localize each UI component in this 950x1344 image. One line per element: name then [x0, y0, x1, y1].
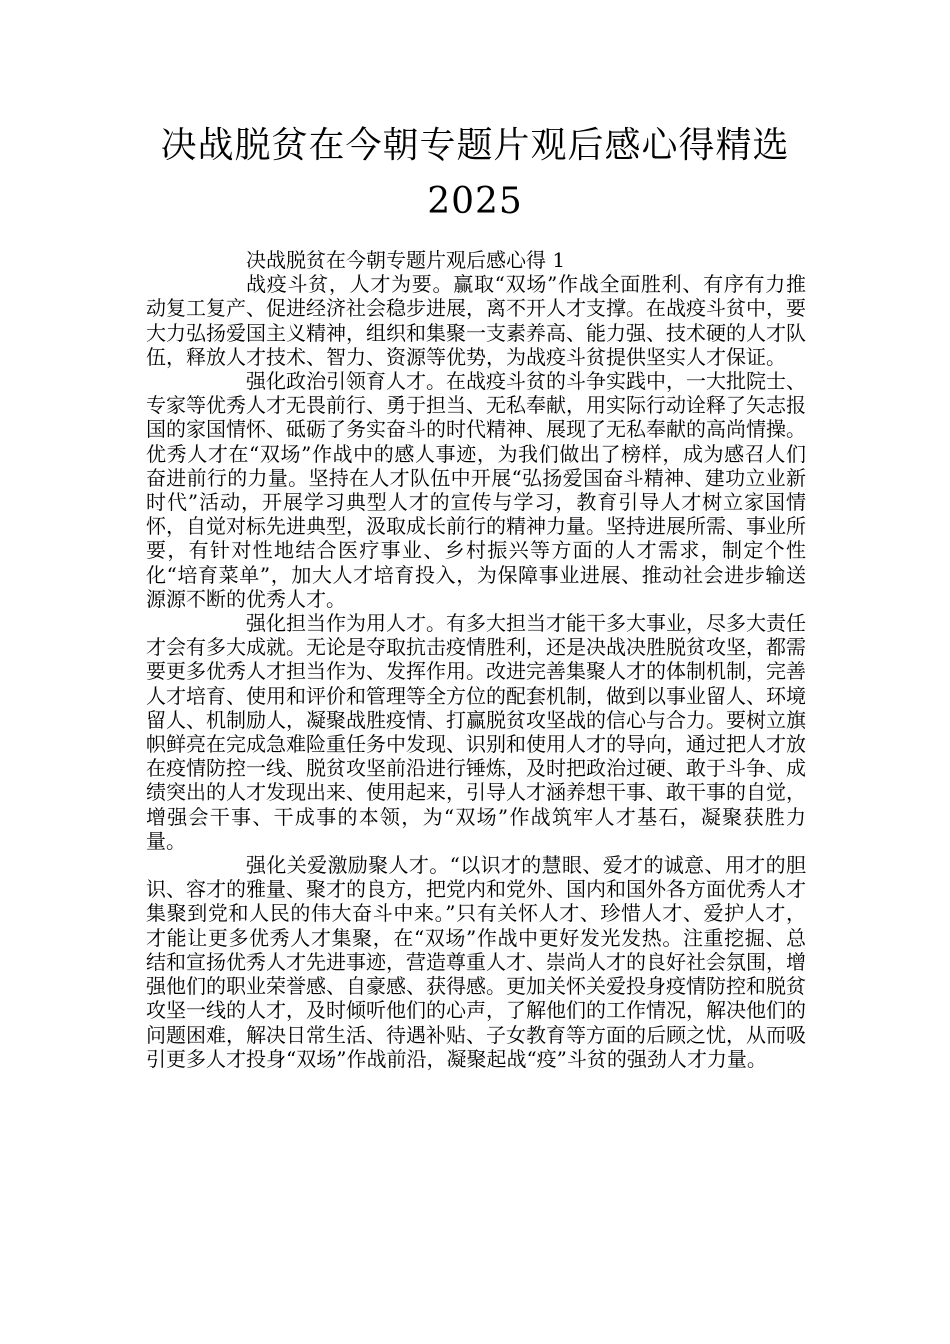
body-paragraph-4: 强化关爱激励聚人才。“以识才的慧眼、爱才的诚意、用才的胆识、容才的雅量、聚才的良方，把党内和党外、国内和国外各方面优秀人才集聚到党和人民的伟大奋斗中来。”只有关怀人才、珍惜人才、爱护人才，才能让更多优秀人才集聚，在“双场”作战中更好发光发热。注重挖掘、总结和宣扬优秀人才先进事迹，营造尊重人才、崇尚人才的良好社会氛围，增强他们的职业荣誉感、自豪感、获得感。更加关怀关爱投身疫情防控和脱贫攻坚一线的人才，及时倾听他们的心声，了解他们的工作情况，解决他们的问题困难，解决日常生活、待遇补贴、子女教育等方面的后顾之忧，从而吸引更多人才投身“双场”作战前沿，凝聚起战“疫”斗贫的强劲人才力量。 [146, 853, 806, 1071]
section-subheading: 决战脱贫在今朝专题片观后感心得 1 [246, 248, 566, 272]
body-paragraph-1: 战疫斗贫，人才为要。赢取“双场”作战全面胜利、有序有力推动复工复产、促进经济社会稳步进展，离不开人才支撑。在战疫斗贫中，要大力弘扬爱国主义精神，组织和集聚一支素养高、能力强、技术硬的人才队伍，释放人才技术、智力、资源等优势，为战疫斗贫提供坚实人才保证。 [146, 272, 806, 369]
body-paragraph-3: 强化担当作为用人才。有多大担当才能干多大事业，尽多大责任才会有多大成就。无论是夺取抗击疫情胜利，还是决战决胜脱贫攻坚，都需要更多优秀人才担当作为、发挥作用。改进完善集聚人才的体制机制，完善人才培育、使用和评价和管理等全方位的配套机制，做到以事业留人、环境留人、机制励人，凝聚战胜疫情、打赢脱贫攻坚战的信心与合力。要树立旗帜鲜亮在完成急难险重任务中发现、识别和使用人才的导向，通过把人才放在疫情防控一线、脱贫攻坚前沿进行锤炼，及时把政治过硬、敢于斗争、成绩突出的人才发现出来、使用起来，引导人才涵养想干事、敢干事的自觉，增强会干事、干成事的本领，为“双场”作战筑牢人才基石，凝聚获胜力量。 [146, 611, 806, 853]
document-title-line-2: 2025 [427, 181, 523, 222]
document-title [120, 118, 830, 230]
document-title-line-1: 决战脱贫在今朝专题片观后感心得精选 [160, 125, 790, 166]
body-paragraph-2: 强化政治引领育人才。在战疫斗贫的斗争实践中，一大批院士、专家等优秀人才无畏前行、勇于担当、无私奉献，用实际行动诠释了矢志报国的家国情怀、砥砺了务实奋斗的时代精神、展现了无私奉献的高尚情操。优秀人才在“双场”作战中的感人事迹，为我们做出了榜样，成为感召人们奋进前行的力量。坚持在人才队伍中开展“弘扬爱国奋斗精神、建功立业新时代”活动，开展学习典型人才的宣传与学习，教育引导人才树立家国情怀，自觉对标先进典型，汲取成长前行的精神力量。坚持进展所需、事业所要，有针对性地结合医疗事业、乡村振兴等方面的人才需求，制定个性化“培育菜单”，加大人才培育投入，为保障事业进展、推动社会进步输送源源不断的优秀人才。 [146, 369, 806, 611]
document-body [146, 248, 806, 1071]
